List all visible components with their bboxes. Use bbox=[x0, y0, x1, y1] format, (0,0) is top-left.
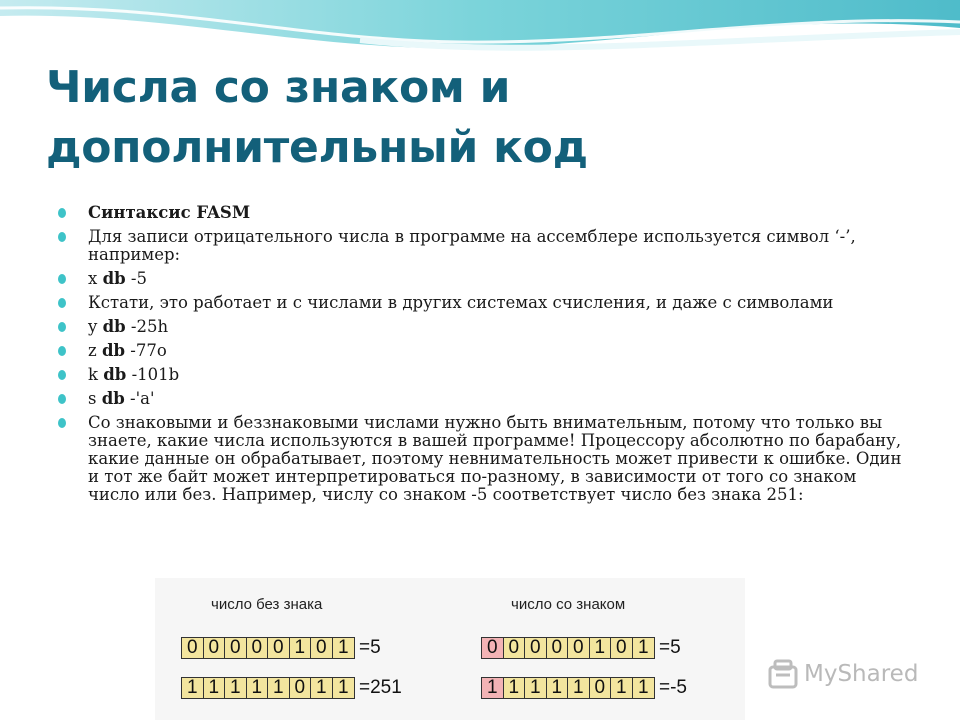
unsigned-bit-row bbox=[181, 637, 381, 659]
bullet-keyword: Синтаксис FASM bbox=[88, 203, 251, 222]
bullet-keyword: db bbox=[102, 317, 126, 336]
bullet-keyword: db bbox=[101, 389, 125, 408]
bullet-dot-icon bbox=[58, 418, 66, 428]
bit-cell: 0 bbox=[525, 638, 547, 658]
bit-cell: 1 bbox=[633, 638, 655, 658]
bit-cell: 1 bbox=[333, 638, 355, 658]
bullet-dot-icon bbox=[58, 298, 66, 308]
bullet-item bbox=[58, 318, 908, 336]
bit-cell: 0 bbox=[290, 678, 312, 698]
bit-cell: 0 bbox=[590, 678, 612, 698]
bullet-text-tail: -'a' bbox=[124, 389, 155, 408]
bullet-dot-icon bbox=[58, 322, 66, 332]
bullet-item bbox=[58, 270, 908, 288]
bullet-dot-icon bbox=[58, 394, 66, 404]
bullet-text-tail: -101b bbox=[126, 365, 180, 384]
bit-cell: 1 bbox=[590, 638, 612, 658]
bit-cells bbox=[181, 637, 355, 659]
unsigned-bit-row bbox=[181, 677, 402, 699]
bit-cells bbox=[481, 637, 655, 659]
bit-value: =5 bbox=[359, 637, 381, 658]
slide-title-line-2: дополнительный код bbox=[46, 122, 588, 173]
bullet-dot-icon bbox=[58, 208, 66, 218]
bullet-text: z bbox=[88, 341, 102, 360]
myshared-logo-icon bbox=[766, 657, 800, 691]
bit-cell: 1 bbox=[547, 678, 569, 698]
bullet-keyword: db bbox=[102, 269, 126, 288]
unsigned-number-label: число без знака bbox=[211, 596, 323, 613]
bullet-item bbox=[58, 366, 908, 384]
bit-cell: 1 bbox=[482, 678, 504, 698]
bit-value: =251 bbox=[359, 677, 402, 698]
bit-cell: 1 bbox=[225, 678, 247, 698]
bullet-list bbox=[58, 204, 908, 510]
bit-cell: 1 bbox=[182, 678, 204, 698]
bit-cell: 0 bbox=[225, 638, 247, 658]
bullet-dot-icon bbox=[58, 274, 66, 284]
bullet-text: Со знаковыми и беззнаковыми числами нужно быть внимательным, потому что только вы знаете, какие числа используются в вашей программе! Процессору абсолютно по барабану, какие данные он обрабатывает, поэтому невнимательность может привести к ошибке. Один и тот же байт может интерпретироваться по-разному, в зависимости от того со знаком число или без. Например, числу со знаком -5 соответствует число без знака 251: bbox=[88, 413, 902, 504]
bullet-text: s bbox=[88, 389, 102, 408]
watermark-text: MyShared bbox=[804, 661, 919, 687]
bullet-text: Кстати, это работает и с числами в других системах счисления, и даже с символами bbox=[88, 293, 834, 312]
bit-cell: 0 bbox=[611, 638, 633, 658]
bit-cells bbox=[181, 677, 355, 699]
bullet-text: y bbox=[88, 317, 103, 336]
bit-value: =-5 bbox=[659, 677, 687, 698]
bit-cell: 0 bbox=[268, 638, 290, 658]
bit-cell: 1 bbox=[504, 678, 526, 698]
bit-cell: 1 bbox=[633, 678, 655, 698]
bit-cell: 0 bbox=[182, 638, 204, 658]
bullet-item bbox=[58, 390, 908, 408]
slide-title-line-1: Числа со знаком и bbox=[46, 62, 511, 113]
bullet-item bbox=[58, 294, 908, 312]
bit-cell: 0 bbox=[247, 638, 269, 658]
bullet-text: Для записи отрицательного числа в программе на ассемблере используется символ ‘-’, например: bbox=[88, 227, 856, 264]
signed-number-label: число со знаком bbox=[511, 596, 626, 613]
bit-cell: 1 bbox=[290, 638, 312, 658]
bullet-keyword: db bbox=[103, 365, 127, 384]
bit-cell: 1 bbox=[568, 678, 590, 698]
bit-cell: 0 bbox=[311, 638, 333, 658]
signed-bit-row bbox=[481, 677, 687, 699]
bullet-item bbox=[58, 414, 908, 504]
bullet-dot-icon bbox=[58, 346, 66, 356]
bullet-dot-icon bbox=[58, 232, 66, 242]
bit-value: =5 bbox=[659, 637, 681, 658]
bit-cells bbox=[481, 677, 655, 699]
bit-cell: 0 bbox=[482, 638, 504, 658]
bit-cell: 0 bbox=[504, 638, 526, 658]
bullet-item bbox=[58, 342, 908, 360]
bullet-text-tail: -5 bbox=[125, 269, 147, 288]
bit-representation-figure bbox=[155, 578, 745, 720]
bullet-item bbox=[58, 228, 908, 264]
signed-bit-row bbox=[481, 637, 681, 659]
bit-cell: 1 bbox=[333, 678, 355, 698]
bit-cell: 1 bbox=[311, 678, 333, 698]
bullet-dot-icon bbox=[58, 370, 66, 380]
bit-cell: 1 bbox=[611, 678, 633, 698]
bit-cell: 1 bbox=[525, 678, 547, 698]
bullet-text-tail: -77o bbox=[125, 341, 167, 360]
bit-cell: 1 bbox=[268, 678, 290, 698]
bullet-text: x bbox=[88, 269, 103, 288]
myshared-watermark bbox=[766, 654, 936, 694]
bullet-text: k bbox=[88, 365, 104, 384]
bit-cell: 1 bbox=[247, 678, 269, 698]
bit-cell: 0 bbox=[204, 638, 226, 658]
bullet-keyword: db bbox=[101, 341, 126, 360]
bullet-item bbox=[58, 204, 908, 222]
bit-cell: 1 bbox=[204, 678, 226, 698]
bullet-text-tail: -25h bbox=[125, 317, 169, 336]
slide-title bbox=[46, 58, 926, 178]
bit-cell: 0 bbox=[547, 638, 569, 658]
bit-cell: 0 bbox=[568, 638, 590, 658]
